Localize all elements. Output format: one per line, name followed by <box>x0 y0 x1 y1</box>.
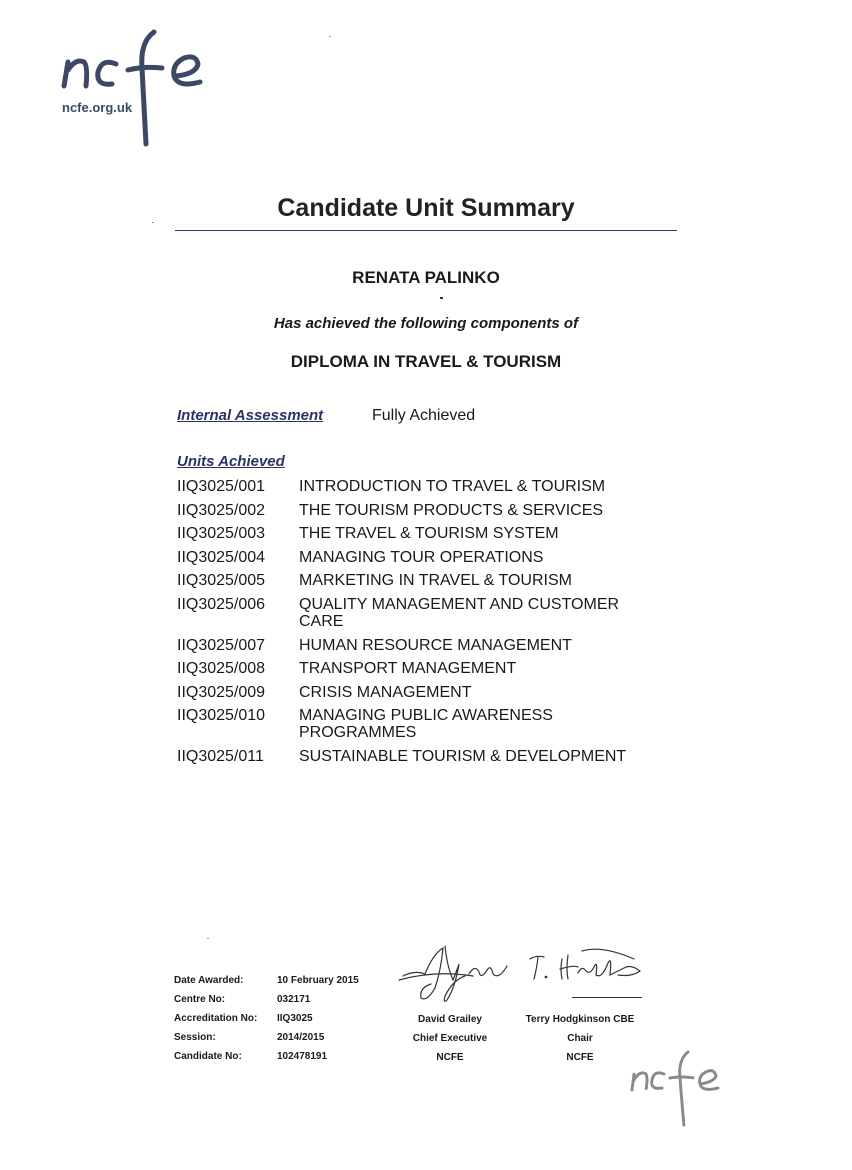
list-item <box>177 707 657 741</box>
list-item <box>177 478 657 495</box>
internal-assessment-label: Internal Assessment <box>177 407 324 424</box>
unit-title: MARKETING IN TRAVEL & TOURISM <box>299 572 572 590</box>
unit-code: IIQ3025/004 <box>177 548 266 566</box>
accreditation-no-label: Accreditation No: <box>174 1013 258 1024</box>
signatory-name: David Grailey <box>418 1014 482 1025</box>
unit-code: IIQ3025/008 <box>177 660 266 678</box>
centre-no-label: Centre No: <box>174 994 226 1005</box>
signatory-role: Chair <box>567 1033 593 1044</box>
list-item <box>177 748 657 765</box>
list-item <box>177 684 657 701</box>
unit-title: THE TRAVEL & TOURISM SYSTEM <box>299 525 559 543</box>
ncfe-logo-icon <box>58 28 228 158</box>
session-label: Session: <box>174 1032 216 1043</box>
signatory-org: NCFE <box>566 1052 594 1063</box>
details-labels <box>174 971 257 1066</box>
achievement-statement: Has achieved the following components of <box>273 315 579 332</box>
date-awarded-label: Date Awarded: <box>174 975 244 986</box>
ncfe-stamp-icon <box>626 1048 726 1128</box>
internal-assessment-value: Fully Achieved <box>372 407 476 424</box>
units-list <box>177 478 657 772</box>
unit-title: MANAGING TOUR OPERATIONS <box>299 548 544 566</box>
unit-title: MANAGING PUBLIC AWARENESS PROGRAMMES <box>299 707 553 742</box>
units-achieved-label: Units Achieved <box>177 453 285 470</box>
signatory-org: NCFE <box>436 1052 464 1063</box>
list-item <box>177 549 657 566</box>
candidate-name: RENATA PALINKO <box>352 268 500 287</box>
centre-no-value: 032171 <box>277 994 311 1005</box>
signatory-name: Terry Hodgkinson CBE <box>525 1014 635 1025</box>
signature-icon <box>522 945 647 1005</box>
title-divider <box>175 230 677 231</box>
unit-code: IIQ3025/002 <box>177 501 266 519</box>
speck <box>329 36 331 37</box>
unit-title: TRANSPORT MANAGEMENT <box>299 660 517 678</box>
list-item <box>177 502 657 519</box>
unit-title: QUALITY MANAGEMENT AND CUSTOMER CARE <box>299 595 620 630</box>
speck <box>152 222 154 223</box>
unit-title: THE TOURISM PRODUCTS & SERVICES <box>299 501 604 519</box>
unit-code: IIQ3025/001 <box>177 478 266 495</box>
unit-title: SUSTAINABLE TOURISM & DEVELOPMENT <box>299 747 627 765</box>
unit-title: INTRODUCTION TO TRAVEL & TOURISM <box>299 478 606 495</box>
unit-code: IIQ3025/007 <box>177 636 266 654</box>
details-values <box>277 971 359 1066</box>
unit-title: CRISIS MANAGEMENT <box>299 683 472 701</box>
unit-code: IIQ3025/005 <box>177 572 266 590</box>
session-value: 2014/2015 <box>277 1032 325 1043</box>
speck <box>440 297 443 299</box>
unit-title: HUMAN RESOURCE MANAGEMENT <box>299 636 572 654</box>
list-item <box>177 596 657 630</box>
accreditation-no-value: IIQ3025 <box>277 1013 313 1024</box>
speck <box>207 938 209 939</box>
unit-code: IIQ3025/006 <box>177 595 266 613</box>
logo-url: ncfe.org.uk <box>62 100 133 115</box>
unit-code: IIQ3025/011 <box>177 747 264 765</box>
unit-code: IIQ3025/003 <box>177 525 266 543</box>
qualification-title: DIPLOMA IN TRAVEL & TOURISM <box>290 352 562 371</box>
list-item <box>177 637 657 654</box>
date-awarded-value: 10 February 2015 <box>277 975 359 986</box>
signature-line <box>572 997 642 998</box>
signatory-block <box>395 1010 505 1067</box>
signature-icon <box>395 940 515 1008</box>
page-title: Candidate Unit Summary <box>277 194 575 222</box>
unit-code: IIQ3025/009 <box>177 683 266 701</box>
list-item <box>177 660 657 677</box>
candidate-no-label: Candidate No: <box>174 1051 242 1062</box>
list-item <box>177 525 657 542</box>
signatory-role: Chief Executive <box>412 1033 488 1044</box>
candidate-no-value: 102478191 <box>277 1051 328 1062</box>
list-item <box>177 572 657 589</box>
unit-code: IIQ3025/010 <box>177 707 266 725</box>
